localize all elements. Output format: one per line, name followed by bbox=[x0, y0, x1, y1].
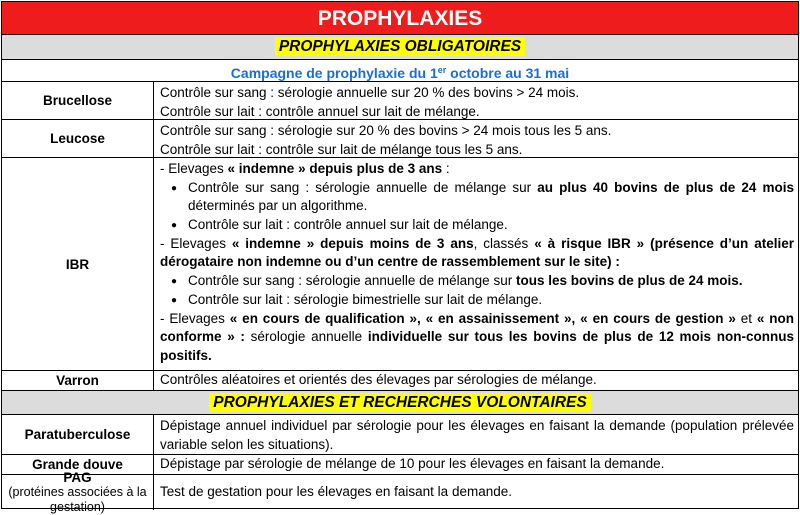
ibr-group-1: - Elevages « indemne » depuis plus de 3 ans : bbox=[160, 161, 450, 176]
bullet-icon: ● bbox=[170, 275, 178, 287]
table-row-brucellose bbox=[2, 82, 798, 120]
bullet-icon: ● bbox=[170, 182, 178, 194]
row-label-pag: PAG (protéines associées à la gestation) bbox=[2, 475, 154, 510]
row-content-grande-douve: Dépistage par sérologie de mélange de 10 pour les élevages en faisant la demande. bbox=[160, 456, 665, 471]
table-row-grande-douve bbox=[2, 455, 798, 475]
table-row-paratuberculose bbox=[2, 415, 798, 455]
ibr-group-3: - Elevages « en cours de qualification », « en assainissement », « en cours de gestion » et « non conforme » : sérologie annuelle individuelle sur tous les bovins de plus de 12 mois non-connus positifs. bbox=[160, 310, 794, 363]
list-item: ● Contrôle sur sang : sérologie annuelle de mélange sur au plus 40 bovins de plus de 24 mois déterminés par un algorithme. bbox=[160, 179, 794, 216]
section-title-mandatory: PROPHYLAXIES OBLIGATOIRES bbox=[275, 37, 525, 56]
list-item: ● Contrôle sur sang : sérologie annuelle de mélange sur tous les bovins de plus de 24 mois. bbox=[160, 272, 794, 291]
row-label-grande-douve: Grande douve bbox=[2, 455, 154, 474]
prophylaxies-document bbox=[1, 1, 799, 514]
page-title: PROPHYLAXIES bbox=[2, 2, 798, 35]
table-row-pag bbox=[2, 470, 798, 514]
section-title-voluntary: PROPHYLAXIES ET RECHERCHES VOLONTAIRES bbox=[209, 393, 590, 412]
row-content-pag: Test de gestation pour les élevages en faisant la demande. bbox=[160, 484, 512, 500]
campaign-banner: Campagne de prophylaxie du 1er octobre au 31 mai bbox=[2, 60, 798, 82]
row-content-brucellose: Contrôle sur sang : sérologie annuelle sur 20 % des bovins > 24 mois. Contrôle sur lait : contrôle annuel sur lait de mélange. bbox=[160, 85, 580, 119]
table-row-varron bbox=[2, 371, 798, 391]
bullet-icon: ● bbox=[170, 294, 178, 306]
ibr-group-2: - Elevages « indemne » depuis moins de 3 ans, classés « à risque IBR » (présence d’un atelier dérogataire non indemne ou d’un centre de rassemblement sur le site) : bbox=[160, 235, 794, 269]
row-label-ibr: IBR bbox=[2, 158, 154, 370]
section-header-mandatory bbox=[2, 35, 798, 60]
row-content-leucose: Contrôle sur sang : sérologie sur 20 % des bovins > 24 mois tous les 5 ans. Contrôle sur lait : contrôle sur lait de mélange tous les 5 ans. bbox=[160, 123, 612, 157]
list-item: ● Contrôle sur lait : contrôle annuel sur lait de mélange. bbox=[160, 216, 794, 235]
row-content-paratuberculose: Dépistage annuel individuel par sérologie pour les élevages en faisant la demande (population prélevée variable selon les situations). bbox=[160, 418, 794, 452]
row-content-ibr bbox=[155, 158, 798, 370]
list-item: ● Contrôle sur lait : sérologie bimestrielle sur lait de mélange. bbox=[160, 291, 794, 310]
row-label-varron: Varron bbox=[2, 371, 154, 390]
row-label-leucose: Leucose bbox=[2, 120, 154, 157]
section-header-voluntary bbox=[2, 391, 798, 415]
row-content-varron: Contrôles aléatoires et orientés des élevages par sérologies de mélange. bbox=[160, 372, 597, 387]
table-row-ibr bbox=[2, 158, 798, 371]
row-label-paratuberculose: Paratuberculose bbox=[2, 415, 154, 454]
row-label-brucellose: Brucellose bbox=[2, 82, 154, 119]
bullet-icon: ● bbox=[170, 219, 178, 231]
table-row-leucose bbox=[2, 120, 798, 158]
